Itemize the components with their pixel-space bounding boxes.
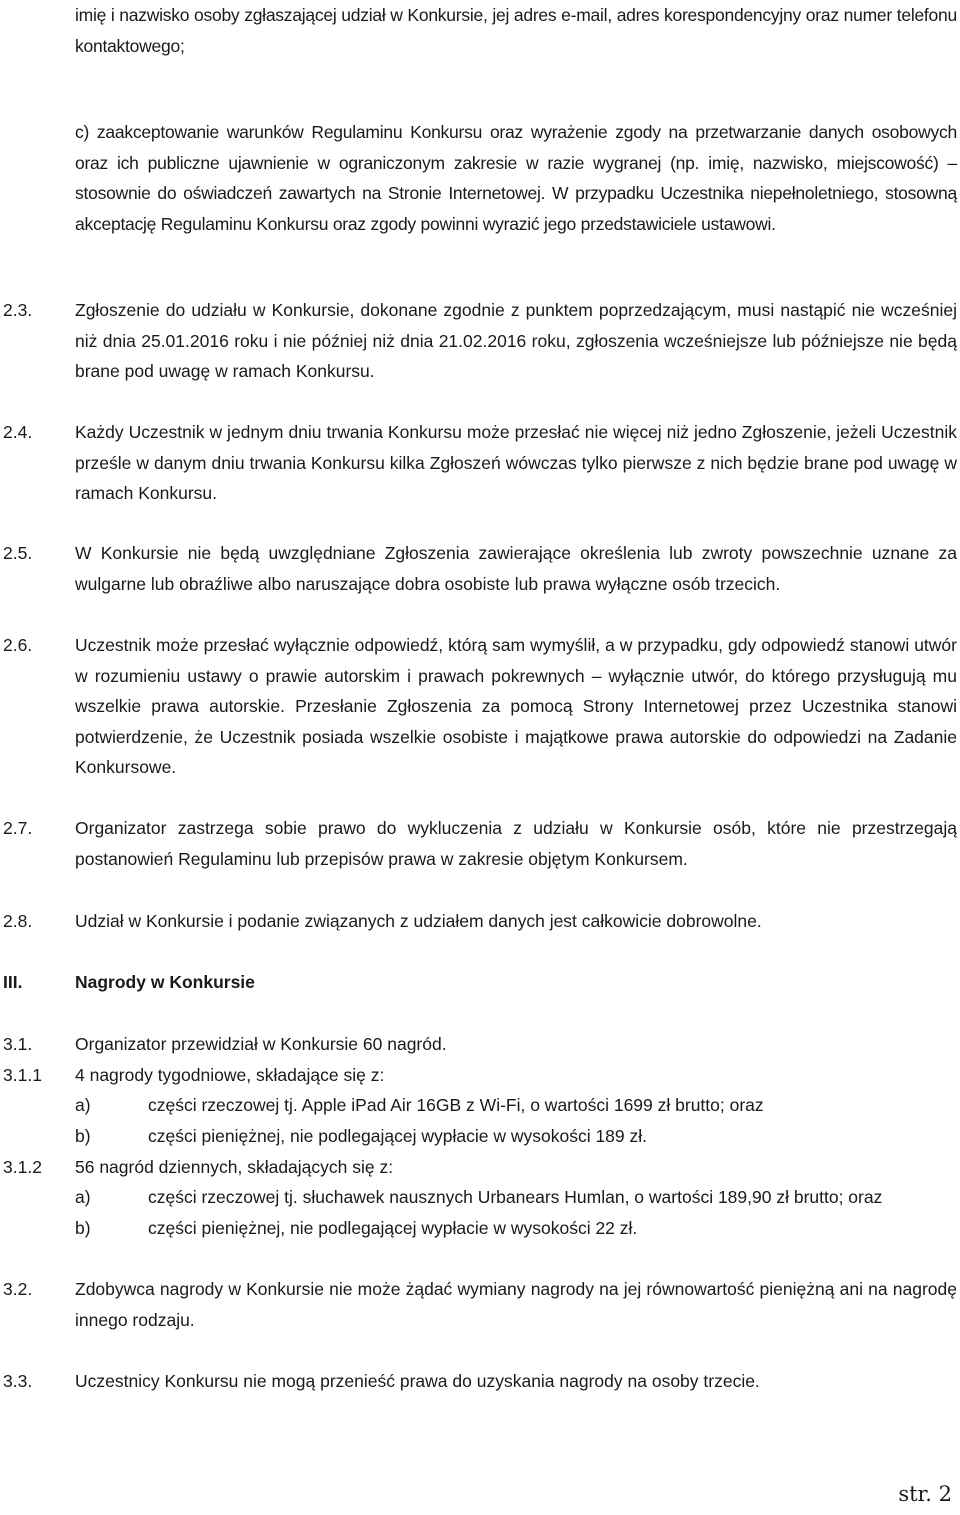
sub-item-letter: a) <box>75 1095 91 1115</box>
sub-item-text: części pieniężnej, nie podlegającej wypłacie w wysokości 189 zł. <box>148 1126 648 1146</box>
section-number: III. <box>3 972 23 992</box>
item-text: Organizator zastrzega sobie prawo do wykluczenia z udziału w Konkursie osób, które nie przestrzegają postanowień Regulaminu lub przepisów prawa w zakresie objętym Konkursem. <box>75 818 957 869</box>
section-title: Nagrody w Konkursie <box>75 972 255 992</box>
item-text: Zdobywca nagrody w Konkursie nie może żądać wymiany nagrody na jej równowartość pieniężną ani na nagrodę innego rodzaju. <box>75 1279 957 1330</box>
sub-item-text: części rzeczowej tj. słuchawek nausznych Urbanears Humlan, o wartości 189,90 zł brutto; oraz <box>148 1187 883 1207</box>
item-number: 2.4. <box>3 422 33 442</box>
paragraph-c-text: c) zaakceptowanie warunków Regulaminu Konkursu oraz wyrażenie zgody na przetwarzanie danych osobowych oraz ich publiczne ujawnienie w ograniczonym zakresie w razie wygranej (np. imię, nazwisko, miejscowość) – stosownie do oświadczeń zawartych na Stronie Internetowej. W przypadku Uczestnika niepełnoletniego, stosowną akceptację Regulaminu Konkursu oraz zgody powinni wyrazić jego przedstawiciele ustawowi. <box>75 122 957 234</box>
item-number: 2.7. <box>3 818 33 838</box>
item-number: 3.3. <box>3 1371 33 1391</box>
item-number: 3.1. <box>3 1034 33 1054</box>
item-text: Zgłoszenie do udziału w Konkursie, dokonane zgodnie z punktem poprzedzającym, musi nastąpić nie wcześniej niż dnia 25.01.2016 roku i nie później niż dnia 21.02.2016 roku, zgłoszenia wcześniejsze lub późniejsze nie będą brane pod uwagę w ramach Konkursu. <box>75 300 957 381</box>
item-number: 2.3. <box>3 300 33 320</box>
item-text: W Konkursie nie będą uwzględniane Zgłoszenia zawierające określenia lub zwroty powszechnie uznane za wulgarne lub obraźliwe albo naruszające dobra osobiste lub prawa wyłączne osób trzecich. <box>75 543 957 594</box>
item-text: Udział w Konkursie i podanie związanych z udziałem danych jest całkowicie dobrowolne. <box>75 911 762 931</box>
item-text: Uczestnik może przesłać wyłącznie odpowiedź, którą sam wymyślił, a w przypadku, gdy odpowiedź stanowi utwór w rozumieniu ustawy o prawie autorskim i prawach pokrewnych – wyłącznie utwór, do którego przysługują mu wszelkie prawa autorskie. Przesłanie Zgłoszenia za pomocą Strony Internetowej przez Uczestnika stanowi potwierdzenie, że Uczestnik posiada wszelkie osobiste i majątkowe prawa autorskie do odpowiedzi na Zadanie Konkursowe. <box>75 635 957 777</box>
sub-item-text: części pieniężnej, nie podlegającej wypłacie w wysokości 22 zł. <box>148 1218 638 1238</box>
item-number: 2.6. <box>3 635 33 655</box>
sub-item-letter: b) <box>75 1218 91 1238</box>
sub-item-letter: b) <box>75 1126 91 1146</box>
sub-item-text: części rzeczowej tj. Apple iPad Air 16GB z Wi-Fi, o wartości 1699 zł brutto; oraz <box>148 1095 764 1115</box>
sub-item-letter: a) <box>75 1187 91 1207</box>
item-text: Uczestnicy Konkursu nie mogą przenieść prawa do uzyskania nagrody na osoby trzecie. <box>75 1371 760 1391</box>
item-text: Każdy Uczestnik w jednym dniu trwania Konkursu może przesłać nie więcej niż jedno Zgłoszenie, jeżeli Uczestnik prześle w danym dniu trwania Konkursu kilka Zgłoszeń wówczas tylko pierwsze z nich będzie brane pod uwagę w ramach Konkursu. <box>75 422 957 503</box>
item-text: 4 nagrody tygodniowe, składające się z: <box>75 1065 385 1085</box>
paragraph-intro-text: imię i nazwisko osoby zgłaszającej udział w Konkursie, jej adres e-mail, adres korespondencyjny oraz numer telefonu kontaktowego; <box>75 5 957 56</box>
item-number: 3.1.1 <box>3 1065 42 1085</box>
page-number: str. 2 <box>898 1482 952 1506</box>
item-number: 3.1.2 <box>3 1157 42 1177</box>
item-number: 2.5. <box>3 543 33 563</box>
item-text: Organizator przewidział w Konkursie 60 nagród. <box>75 1034 447 1054</box>
item-number: 2.8. <box>3 911 33 931</box>
item-text: 56 nagród dziennych, składających się z: <box>75 1157 394 1177</box>
item-number: 3.2. <box>3 1279 33 1299</box>
